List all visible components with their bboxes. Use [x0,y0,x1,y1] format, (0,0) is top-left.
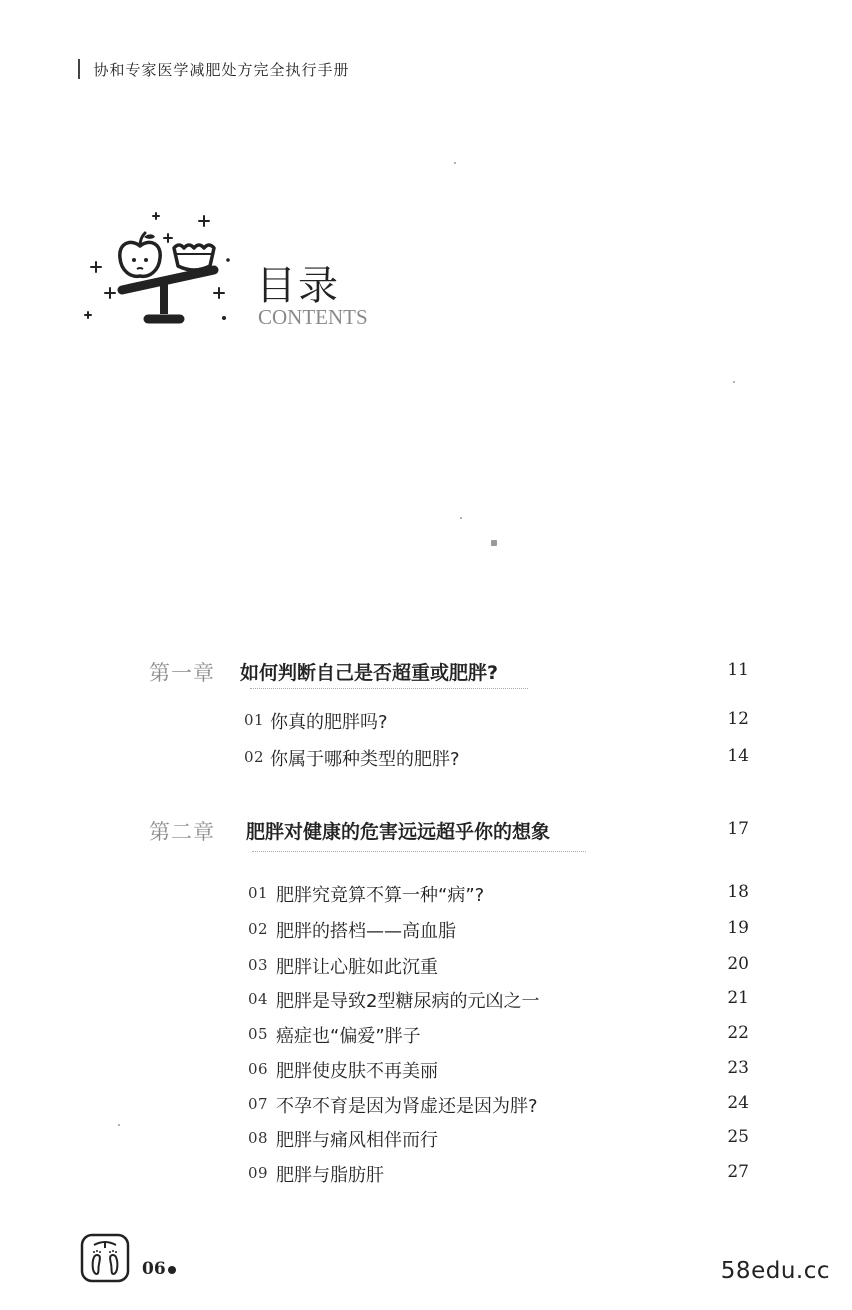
toc-item[interactable] [0,917,852,943]
chapter-title: 肥胖对健康的危害远远超乎你的想象 [246,821,551,843]
toc-item[interactable] [0,1126,852,1152]
toc-item[interactable] [0,1161,852,1187]
item-number: 01 [244,711,265,729]
item-title: 肥胖是导致2型糖尿病的元凶之一 [276,991,540,1012]
dotted-divider [252,851,586,852]
item-number: 01 [248,884,269,902]
chapter-row[interactable] [0,816,852,846]
item-number: 06 [248,1060,269,1078]
item-title: 你真的肥胖吗? [270,712,388,733]
scan-speck [460,517,462,519]
toc-item[interactable] [0,987,852,1013]
page-number: 18 [727,882,749,902]
item-number: 07 [248,1095,269,1113]
item-number: 03 [248,956,269,974]
apple-on-scale-icon [84,206,244,332]
item-number: 08 [248,1129,269,1147]
page-number: 21 [727,988,749,1008]
scan-speck [733,381,735,383]
page-number: 11 [727,660,749,680]
item-title: 癌症也“偏爱”胖子 [276,1026,421,1047]
page-number: 25 [727,1127,749,1147]
item-title: 不孕不育是因为肾虚还是因为胖? [276,1096,538,1117]
item-number: 02 [248,920,269,938]
toc-subtitle: CONTENTS [258,305,368,329]
book-title: 协和专家医学减肥处方完全执行手册 [93,60,350,79]
folio-page-number: 06 [142,1259,166,1279]
toc-item[interactable] [0,1057,852,1083]
item-title: 肥胖使皮肤不再美丽 [276,1061,438,1082]
page-number: 20 [727,954,749,974]
toc-item[interactable] [0,1022,852,1048]
toc-item[interactable] [0,708,852,734]
page-number: 19 [727,918,749,938]
chapter-row[interactable] [0,657,852,687]
scale-footprints-icon [80,1233,130,1283]
chapter-title: 如何判断自己是否超重或肥胖? [240,662,499,684]
item-number: 05 [248,1025,269,1043]
page-number: 14 [727,746,749,766]
item-title: 你属于哪种类型的肥胖? [270,749,460,770]
chapter-number: 第二章 [149,820,215,844]
header-rule [78,59,80,79]
page-number: 12 [727,709,749,729]
toc-item[interactable] [0,881,852,907]
folio-bullet [168,1266,176,1274]
toc-item[interactable] [0,953,852,979]
chapter-number: 第一章 [149,661,215,685]
toc-item[interactable] [0,745,852,771]
item-title: 肥胖究竟算不算一种“病”? [276,885,485,906]
page-number: 23 [727,1058,749,1078]
item-number: 09 [248,1164,269,1182]
page-number: 22 [727,1023,749,1043]
page-number: 17 [727,819,749,839]
scan-speck [491,540,497,546]
item-title: 肥胖让心脏如此沉重 [276,957,438,978]
item-number: 04 [248,990,269,1008]
item-title: 肥胖的搭档——高血脂 [276,921,456,942]
running-header [78,58,350,80]
toc-item[interactable] [0,1092,852,1118]
scan-speck [454,162,456,164]
page-number: 27 [727,1162,749,1182]
page-number: 24 [727,1093,749,1113]
item-title: 肥胖与痛风相伴而行 [276,1130,438,1151]
item-number: 02 [244,748,265,766]
item-title: 肥胖与脂肪肝 [276,1165,384,1186]
toc-title: 目录 [256,263,340,309]
dotted-divider [250,688,528,689]
watermark: 58edu.cc [720,1258,830,1284]
